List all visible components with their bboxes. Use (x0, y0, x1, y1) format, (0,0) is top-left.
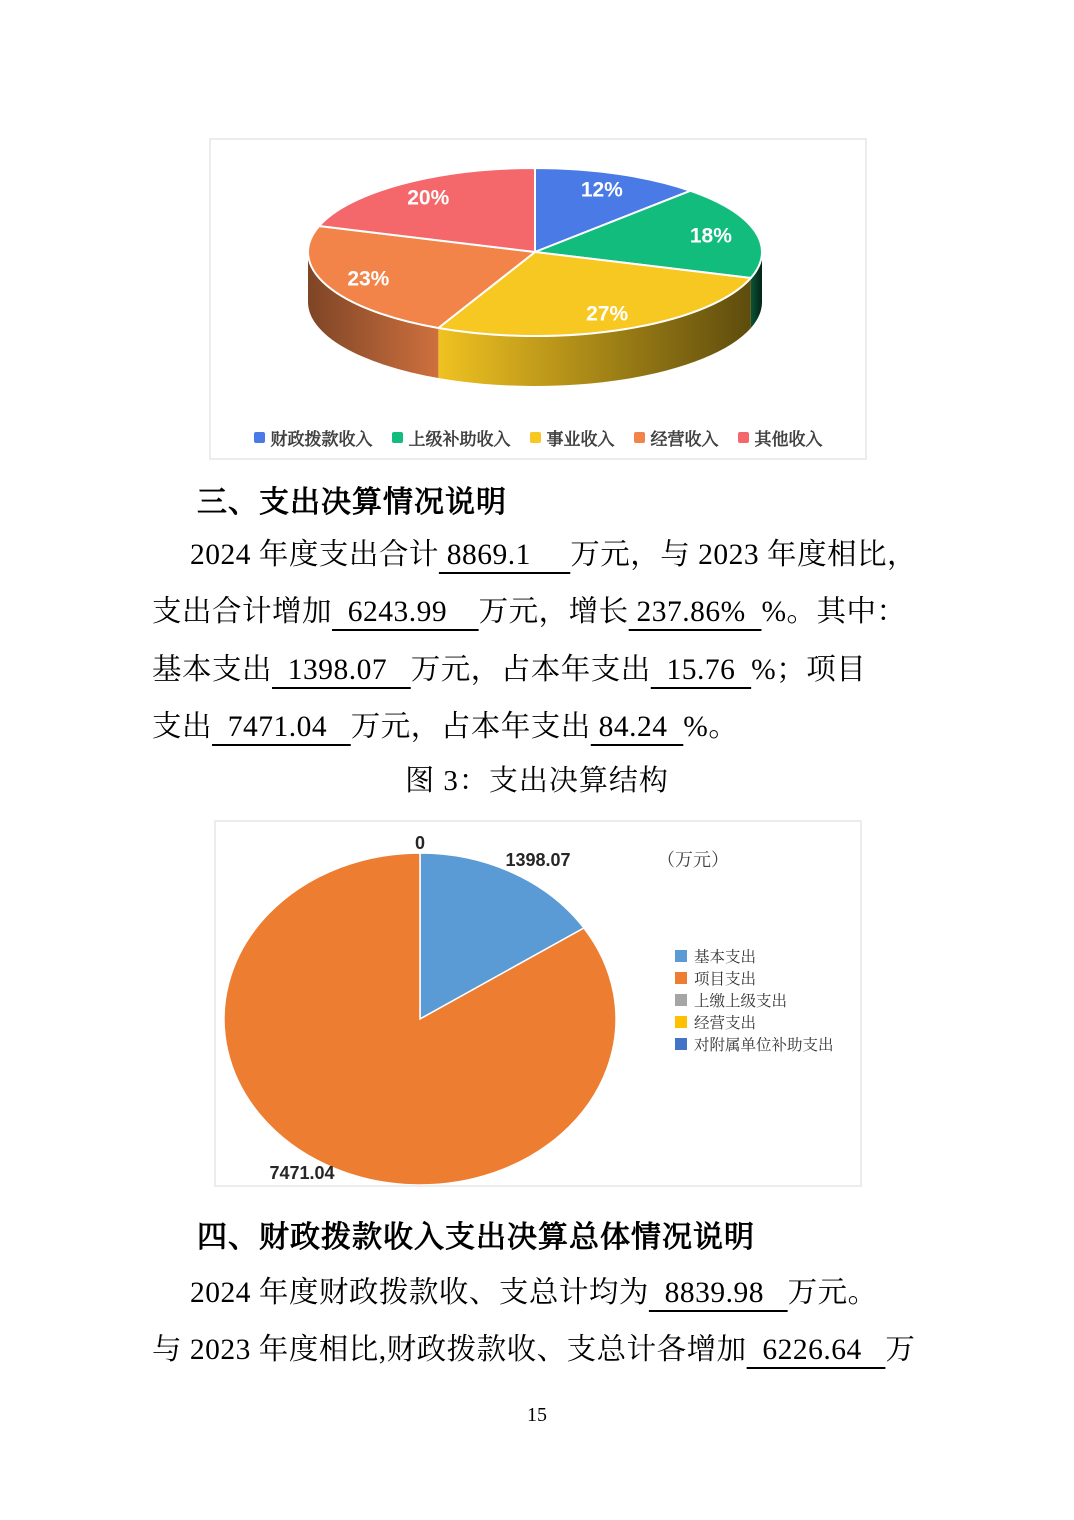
expense-pie-chart-frame (214, 820, 862, 1187)
legend-item (675, 992, 834, 1010)
paragraph-line (152, 646, 942, 688)
legend-swatch-icon (634, 432, 645, 443)
blank-value: 6226.64 (746, 1334, 886, 1366)
text-run: %。其中： (761, 596, 907, 628)
income-chart-legend (211, 425, 865, 450)
legend-label: 财政拨款收入 (270, 430, 373, 449)
legend-swatch-icon (738, 432, 749, 443)
legend-swatch-icon (675, 1038, 687, 1050)
legend-label: 上缴上级支出 (694, 992, 788, 1010)
text-run: %；项目 (751, 654, 867, 686)
legend-item (675, 948, 834, 966)
text-run: 万元。 (787, 1277, 878, 1309)
expense-chart-legend (675, 948, 834, 1054)
blank-value: 237.86% (628, 596, 762, 628)
text-run: 与 2023 年度相比,财政拨款收、支总计各增加 (152, 1334, 747, 1366)
slice-label: 20% (407, 186, 450, 210)
text-run: 支出合计增加 (152, 596, 333, 628)
data-label: 1398.07 (505, 850, 571, 870)
legend-swatch-icon (675, 950, 687, 962)
legend-swatch-icon (530, 432, 541, 443)
text-run: 万元，占本年支出 (350, 711, 591, 743)
legend-label: 对附属单位补助支出 (694, 1036, 834, 1054)
blank-value: 8869.1 (438, 539, 571, 571)
text-run: 2024 年度支出合计 (190, 539, 439, 571)
text-run: 万元，增长 (478, 596, 629, 628)
blank-value: 84.24 (590, 711, 684, 743)
legend-item (634, 425, 719, 450)
income-pie-chart-frame (209, 138, 867, 460)
text-run: 万元，与 2023 年度相比， (570, 539, 918, 571)
data-label: 0 (414, 833, 426, 853)
legend-label: 上级补助收入 (408, 430, 511, 449)
paragraph-line (152, 531, 980, 573)
legend-swatch-icon (675, 1016, 687, 1028)
data-label: 7471.04 (269, 1163, 335, 1183)
text-run: 2024 年度财政拨款收、支总计均为 (190, 1277, 649, 1309)
page-number: 15 (527, 1404, 547, 1426)
paragraph-line (152, 1326, 942, 1368)
section4-heading: 四、财政拨款收入支出决算总体情况说明 (197, 1221, 755, 1254)
legend-swatch-icon (254, 432, 265, 443)
legend-swatch-icon (392, 432, 403, 443)
paragraph-line (152, 703, 942, 745)
unit-label: （万元） (657, 850, 729, 870)
text-run: 基本支出 (152, 654, 273, 686)
blank-value: 15.76 (650, 654, 752, 686)
slice-label: 27% (586, 302, 629, 326)
legend-item (738, 425, 823, 450)
legend-label: 经营支出 (694, 1014, 757, 1032)
legend-label: 经营收入 (650, 430, 719, 449)
paragraph-line (152, 588, 942, 630)
slice-label: 18% (689, 224, 732, 248)
text-run: %。 (683, 711, 739, 743)
slice-label: 12% (580, 178, 623, 202)
blank-value: 7471.04 (212, 711, 351, 743)
legend-label: 事业收入 (546, 430, 615, 449)
blank-value: 6243.99 (332, 596, 479, 628)
section3-heading: 三、支出决算情况说明 (197, 486, 507, 519)
text-run: 万元，占本年支出 (410, 654, 651, 686)
legend-label: 基本支出 (694, 948, 757, 966)
income-pie-chart (211, 140, 865, 458)
legend-item (392, 425, 511, 450)
legend-swatch-icon (675, 994, 687, 1006)
legend-label: 其他收入 (754, 430, 823, 449)
figure3-caption: 图 3：支出决算结构 (405, 765, 669, 797)
blank-value: 1398.07 (272, 654, 411, 686)
text-run: 万 (885, 1334, 916, 1366)
legend-item (254, 425, 373, 450)
legend-item (675, 970, 834, 988)
legend-item (530, 425, 615, 450)
paragraph-line (152, 1269, 980, 1311)
slice-label: 23% (347, 267, 390, 291)
legend-swatch-icon (675, 972, 687, 984)
legend-item (675, 1036, 834, 1054)
legend-label: 项目支出 (694, 970, 757, 988)
text-run: 支出 (152, 711, 213, 743)
blank-value: 8839.98 (648, 1277, 788, 1309)
legend-item (675, 1014, 834, 1032)
